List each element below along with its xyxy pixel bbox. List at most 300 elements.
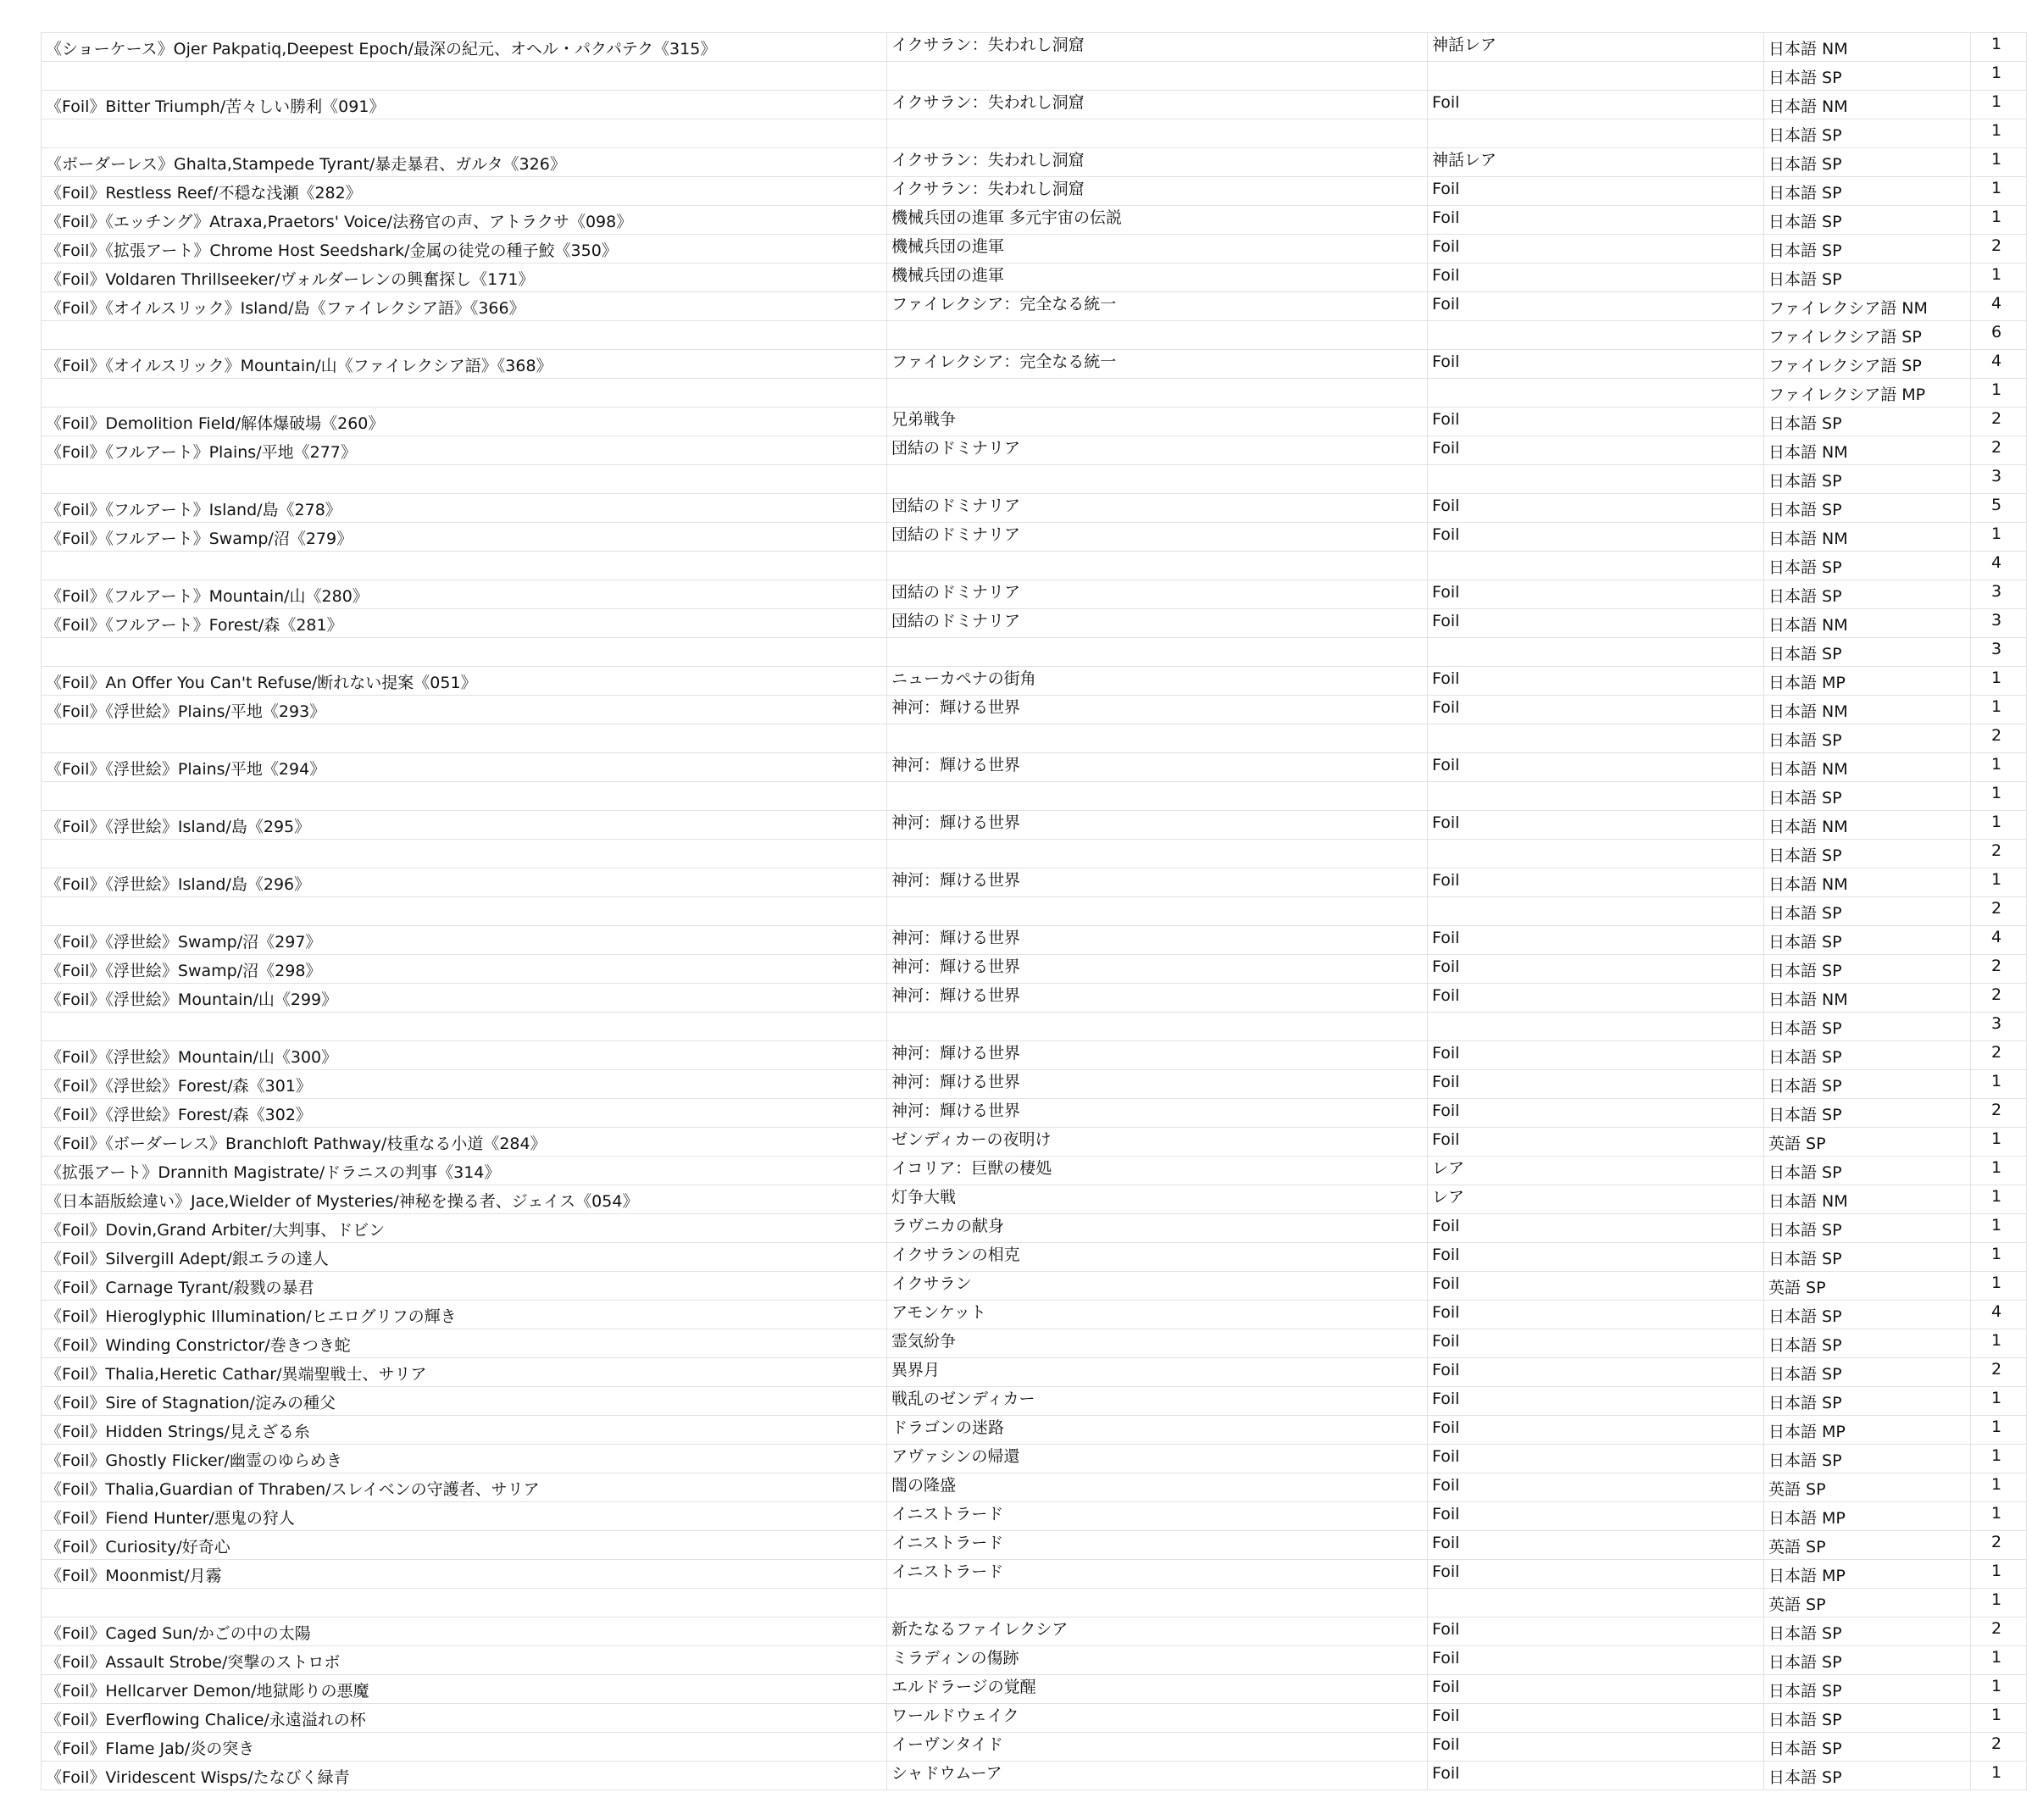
rarity-cell: Foil	[1428, 1560, 1764, 1589]
table-row	[42, 148, 2027, 177]
condition-cell: 英語 SP	[1764, 1531, 1971, 1560]
quantity-cell: 1	[1971, 1646, 2027, 1675]
set-name-cell: 神河：輝ける世界	[887, 926, 1428, 955]
set-name-cell	[887, 62, 1428, 91]
table-row	[42, 1128, 2027, 1157]
table-row	[42, 811, 2027, 840]
condition-cell: 日本語 SP	[1764, 1762, 1971, 1790]
condition-cell: 英語 SP	[1764, 1272, 1971, 1301]
rarity-cell: Foil	[1428, 955, 1764, 984]
condition-cell: 日本語 SP	[1764, 724, 1971, 753]
card-name-cell	[42, 782, 887, 811]
card-name-cell: 《Foil》《フルアート》Mountain/山《280》	[42, 580, 887, 609]
quantity-cell: 1	[1971, 264, 2027, 292]
condition-cell: ファイレクシア語 MP	[1764, 379, 1971, 408]
condition-cell: 日本語 SP	[1764, 897, 1971, 926]
card-name-cell: 《Foil》《フルアート》Swamp/沼《279》	[42, 523, 887, 552]
condition-cell: 日本語 NM	[1764, 1185, 1971, 1214]
quantity-cell: 1	[1971, 1416, 2027, 1445]
quantity-cell: 5	[1971, 494, 2027, 523]
condition-cell: 日本語 MP	[1764, 1416, 1971, 1445]
table-row	[42, 408, 2027, 436]
rarity-cell: Foil	[1428, 1531, 1764, 1560]
set-name-cell: 機械兵団の進軍	[887, 235, 1428, 264]
rarity-cell	[1428, 782, 1764, 811]
table-row	[42, 580, 2027, 609]
card-name-cell: 《Foil》Bitter Triumph/苦々しい勝利《091》	[42, 91, 887, 119]
card-name-cell	[42, 119, 887, 148]
condition-cell: 日本語 SP	[1764, 1243, 1971, 1272]
set-name-cell: 団結のドミナリア	[887, 609, 1428, 638]
card-name-cell	[42, 62, 887, 91]
rarity-cell: Foil	[1428, 1301, 1764, 1329]
set-name-cell: 兄弟戦争	[887, 408, 1428, 436]
set-name-cell	[887, 638, 1428, 667]
set-name-cell: 団結のドミナリア	[887, 436, 1428, 465]
rarity-cell: Foil	[1428, 1675, 1764, 1704]
set-name-cell	[887, 119, 1428, 148]
card-name-cell: 《Foil》Viridescent Wisps/たなびく緑青	[42, 1762, 887, 1790]
rarity-cell	[1428, 724, 1764, 753]
set-name-cell: イクサラン：失われし洞窟	[887, 177, 1428, 206]
quantity-cell: 1	[1971, 91, 2027, 119]
condition-cell: 日本語 SP	[1764, 782, 1971, 811]
condition-cell: 日本語 SP	[1764, 235, 1971, 264]
table-row	[42, 119, 2027, 148]
condition-cell: 日本語 SP	[1764, 408, 1971, 436]
set-name-cell: イーヴンタイド	[887, 1733, 1428, 1762]
quantity-cell: 1	[1971, 1070, 2027, 1099]
quantity-cell: 1	[1971, 753, 2027, 782]
table-row	[42, 955, 2027, 984]
table-row	[42, 235, 2027, 264]
quantity-cell: 1	[1971, 1329, 2027, 1358]
rarity-cell: Foil	[1428, 436, 1764, 465]
rarity-cell	[1428, 321, 1764, 350]
set-name-cell: シャドウムーア	[887, 1762, 1428, 1790]
quantity-cell: 2	[1971, 724, 2027, 753]
set-name-cell: ファイレクシア：完全なる統一	[887, 350, 1428, 379]
quantity-cell: 1	[1971, 1185, 2027, 1214]
quantity-cell: 3	[1971, 1013, 2027, 1041]
quantity-cell: 1	[1971, 1214, 2027, 1243]
condition-cell: 日本語 SP	[1764, 1733, 1971, 1762]
quantity-cell: 3	[1971, 609, 2027, 638]
set-name-cell	[887, 321, 1428, 350]
card-name-cell: 《Foil》Sire of Stagnation/淀みの種父	[42, 1387, 887, 1416]
set-name-cell	[887, 840, 1428, 868]
rarity-cell: Foil	[1428, 264, 1764, 292]
rarity-cell: Foil	[1428, 494, 1764, 523]
condition-cell: ファイレクシア語 SP	[1764, 350, 1971, 379]
condition-cell: 日本語 NM	[1764, 91, 1971, 119]
table-row	[42, 1329, 2027, 1358]
table-row	[42, 609, 2027, 638]
card-name-cell: 《Foil》《ボーダーレス》Branchloft Pathway/枝重なる小道《284》	[42, 1128, 887, 1157]
set-name-cell: 団結のドミナリア	[887, 523, 1428, 552]
table-row	[42, 638, 2027, 667]
card-name-cell: 《Foil》《拡張アート》Chrome Host Seedshark/金属の徒党の種子鮫《350》	[42, 235, 887, 264]
table-row	[42, 1301, 2027, 1329]
quantity-cell: 4	[1971, 350, 2027, 379]
rarity-cell: Foil	[1428, 580, 1764, 609]
condition-cell: 日本語 SP	[1764, 1099, 1971, 1128]
rarity-cell: Foil	[1428, 1445, 1764, 1473]
set-name-cell: 神河：輝ける世界	[887, 1041, 1428, 1070]
table-row	[42, 1704, 2027, 1733]
rarity-cell: Foil	[1428, 1070, 1764, 1099]
set-name-cell: 神河：輝ける世界	[887, 1070, 1428, 1099]
card-name-cell: 《Foil》Restless Reef/不穏な浅瀬《282》	[42, 177, 887, 206]
condition-cell: 日本語 SP	[1764, 552, 1971, 580]
table-row	[42, 1617, 2027, 1646]
rarity-cell	[1428, 840, 1764, 868]
quantity-cell: 1	[1971, 667, 2027, 696]
set-name-cell	[887, 1013, 1428, 1041]
condition-cell: 英語 SP	[1764, 1473, 1971, 1502]
quantity-cell: 6	[1971, 321, 2027, 350]
rarity-cell: Foil	[1428, 696, 1764, 724]
rarity-cell: Foil	[1428, 1646, 1764, 1675]
card-name-cell: 《Foil》《浮世絵》Swamp/沼《297》	[42, 926, 887, 955]
condition-cell: 日本語 SP	[1764, 580, 1971, 609]
quantity-cell: 2	[1971, 955, 2027, 984]
rarity-cell: Foil	[1428, 1473, 1764, 1502]
condition-cell: 日本語 SP	[1764, 1704, 1971, 1733]
card-name-cell: 《Foil》Dovin,Grand Arbiter/大判事、ドビン	[42, 1214, 887, 1243]
table-row	[42, 753, 2027, 782]
rarity-cell: 神話レア	[1428, 148, 1764, 177]
table-row	[42, 494, 2027, 523]
table-row	[42, 1013, 2027, 1041]
quantity-cell: 1	[1971, 119, 2027, 148]
condition-cell: 日本語 SP	[1764, 1301, 1971, 1329]
rarity-cell: Foil	[1428, 868, 1764, 897]
quantity-cell: 2	[1971, 1531, 2027, 1560]
condition-cell: 日本語 SP	[1764, 1387, 1971, 1416]
quantity-cell: 1	[1971, 1157, 2027, 1185]
rarity-cell: Foil	[1428, 292, 1764, 321]
card-name-cell: 《Foil》《浮世絵》Plains/平地《293》	[42, 696, 887, 724]
condition-cell: 日本語 SP	[1764, 465, 1971, 494]
table-row	[42, 782, 2027, 811]
quantity-cell: 1	[1971, 177, 2027, 206]
quantity-cell: 1	[1971, 1473, 2027, 1502]
set-name-cell: 神河：輝ける世界	[887, 1099, 1428, 1128]
card-name-cell: 《Foil》《フルアート》Island/島《278》	[42, 494, 887, 523]
table-row	[42, 206, 2027, 235]
quantity-cell: 1	[1971, 33, 2027, 62]
rarity-cell: Foil	[1428, 984, 1764, 1013]
quantity-cell: 2	[1971, 1358, 2027, 1387]
set-name-cell: 団結のドミナリア	[887, 494, 1428, 523]
rarity-cell: Foil	[1428, 1502, 1764, 1531]
quantity-cell: 1	[1971, 1762, 2027, 1790]
card-name-cell: 《Foil》Carnage Tyrant/殺戮の暴君	[42, 1272, 887, 1301]
table-row	[42, 91, 2027, 119]
rarity-cell	[1428, 1013, 1764, 1041]
card-name-cell: 《Foil》Voldaren Thrillseeker/ヴォルダーレンの興奮探し《171》	[42, 264, 887, 292]
quantity-cell: 1	[1971, 1387, 2027, 1416]
condition-cell: 日本語 SP	[1764, 1214, 1971, 1243]
card-name-cell: 《Foil》An Offer You Can't Refuse/断れない提案《051》	[42, 667, 887, 696]
rarity-cell: Foil	[1428, 1762, 1764, 1790]
set-name-cell: イクサラン：失われし洞窟	[887, 91, 1428, 119]
condition-cell: 日本語 NM	[1764, 609, 1971, 638]
condition-cell: 日本語 NM	[1764, 753, 1971, 782]
condition-cell: 日本語 SP	[1764, 148, 1971, 177]
table-row	[42, 1387, 2027, 1416]
quantity-cell: 1	[1971, 1675, 2027, 1704]
set-name-cell: イクサラン	[887, 1272, 1428, 1301]
set-name-cell: イクサラン：失われし洞窟	[887, 148, 1428, 177]
card-name-cell: 《Foil》Flame Jab/炎の突き	[42, 1733, 887, 1762]
table-row	[42, 1099, 2027, 1128]
table-row	[42, 1646, 2027, 1675]
rarity-cell: Foil	[1428, 1041, 1764, 1070]
set-name-cell	[887, 465, 1428, 494]
rarity-cell: Foil	[1428, 1617, 1764, 1646]
quantity-cell: 2	[1971, 1617, 2027, 1646]
condition-cell: 日本語 SP	[1764, 955, 1971, 984]
set-name-cell: ゼンディカーの夜明け	[887, 1128, 1428, 1157]
card-name-cell: 《Foil》《フルアート》Plains/平地《277》	[42, 436, 887, 465]
set-name-cell: イニストラード	[887, 1502, 1428, 1531]
condition-cell: 日本語 SP	[1764, 1675, 1971, 1704]
set-name-cell	[887, 897, 1428, 926]
card-name-cell: 《Foil》Demolition Field/解体爆破場《260》	[42, 408, 887, 436]
card-name-cell: 《Foil》《エッチング》Atraxa,Praetors' Voice/法務官の声、アトラクサ《098》	[42, 206, 887, 235]
condition-cell: 日本語 SP	[1764, 1157, 1971, 1185]
card-name-cell: 《Foil》Thalia,Guardian of Thraben/スレイベンの守護者、サリア	[42, 1473, 887, 1502]
condition-cell: 日本語 SP	[1764, 206, 1971, 235]
set-name-cell: 戦乱のゼンディカー	[887, 1387, 1428, 1416]
table-row	[42, 1589, 2027, 1617]
condition-cell: 日本語 MP	[1764, 1560, 1971, 1589]
rarity-cell: Foil	[1428, 1329, 1764, 1358]
quantity-cell: 4	[1971, 1301, 2027, 1329]
card-name-cell: 《Foil》Everflowing Chalice/永遠溢れの杯	[42, 1704, 887, 1733]
rarity-cell	[1428, 897, 1764, 926]
condition-cell: 日本語 NM	[1764, 868, 1971, 897]
condition-cell: 日本語 SP	[1764, 177, 1971, 206]
quantity-cell: 3	[1971, 580, 2027, 609]
quantity-cell: 1	[1971, 868, 2027, 897]
quantity-cell: 2	[1971, 1733, 2027, 1762]
rarity-cell: Foil	[1428, 609, 1764, 638]
condition-cell: 日本語 SP	[1764, 1329, 1971, 1358]
card-name-cell: 《Foil》Hieroglyphic Illumination/ヒエログリフの輝き	[42, 1301, 887, 1329]
table-row	[42, 62, 2027, 91]
quantity-cell: 4	[1971, 292, 2027, 321]
table-row	[42, 264, 2027, 292]
card-name-cell: 《Foil》Silvergill Adept/銀エラの達人	[42, 1243, 887, 1272]
set-name-cell: ミラディンの傷跡	[887, 1646, 1428, 1675]
card-name-cell	[42, 724, 887, 753]
card-name-cell	[42, 638, 887, 667]
quantity-cell: 2	[1971, 897, 2027, 926]
table-row	[42, 1185, 2027, 1214]
table-row	[42, 1473, 2027, 1502]
rarity-cell: Foil	[1428, 926, 1764, 955]
rarity-cell: Foil	[1428, 753, 1764, 782]
quantity-cell: 2	[1971, 1099, 2027, 1128]
rarity-cell: Foil	[1428, 1128, 1764, 1157]
set-name-cell: イクサランの相克	[887, 1243, 1428, 1272]
card-name-cell: 《拡張アート》Drannith Magistrate/ドラニスの判事《314》	[42, 1157, 887, 1185]
table-row	[42, 552, 2027, 580]
set-name-cell: 闇の隆盛	[887, 1473, 1428, 1502]
card-name-cell	[42, 1013, 887, 1041]
quantity-cell: 1	[1971, 1502, 2027, 1531]
card-name-cell: 《Foil》Fiend Hunter/悪鬼の狩人	[42, 1502, 887, 1531]
set-name-cell: ドラゴンの迷路	[887, 1416, 1428, 1445]
quantity-cell: 4	[1971, 552, 2027, 580]
condition-cell: ファイレクシア語 NM	[1764, 292, 1971, 321]
rarity-cell: Foil	[1428, 1214, 1764, 1243]
quantity-cell: 1	[1971, 62, 2027, 91]
condition-cell: 日本語 NM	[1764, 811, 1971, 840]
set-name-cell: 神河：輝ける世界	[887, 696, 1428, 724]
rarity-cell: Foil	[1428, 1243, 1764, 1272]
quantity-cell: 1	[1971, 1445, 2027, 1473]
condition-cell: 日本語 SP	[1764, 119, 1971, 148]
card-name-cell: 《Foil》Hellcarver Demon/地獄彫りの悪魔	[42, 1675, 887, 1704]
rarity-cell	[1428, 638, 1764, 667]
condition-cell: 日本語 SP	[1764, 1070, 1971, 1099]
set-name-cell: エルドラージの覚醒	[887, 1675, 1428, 1704]
quantity-cell: 1	[1971, 206, 2027, 235]
quantity-cell: 1	[1971, 811, 2027, 840]
rarity-cell: Foil	[1428, 177, 1764, 206]
card-name-cell	[42, 897, 887, 926]
quantity-cell: 2	[1971, 840, 2027, 868]
card-name-cell	[42, 321, 887, 350]
card-name-cell: 《Foil》Winding Constrictor/巻きつき蛇	[42, 1329, 887, 1358]
quantity-cell: 2	[1971, 235, 2027, 264]
condition-cell: 日本語 SP	[1764, 1617, 1971, 1646]
table-row	[42, 1041, 2027, 1070]
quantity-cell: 1	[1971, 1272, 2027, 1301]
set-name-cell	[887, 724, 1428, 753]
rarity-cell: Foil	[1428, 1358, 1764, 1387]
rarity-cell: Foil	[1428, 811, 1764, 840]
rarity-cell: Foil	[1428, 350, 1764, 379]
set-name-cell: 神河：輝ける世界	[887, 753, 1428, 782]
table-row	[42, 1358, 2027, 1387]
condition-cell: 日本語 SP	[1764, 264, 1971, 292]
table-row	[42, 1502, 2027, 1531]
set-name-cell: ワールドウェイク	[887, 1704, 1428, 1733]
card-name-cell: 《Foil》《オイルスリック》Island/島《ファイレクシア語》《366》	[42, 292, 887, 321]
card-name-cell: 《Foil》《オイルスリック》Mountain/山《ファイレクシア語》《368》	[42, 350, 887, 379]
set-name-cell: 機械兵団の進軍	[887, 264, 1428, 292]
card-name-cell: 《Foil》Moonmist/月霧	[42, 1560, 887, 1589]
set-name-cell: 神河：輝ける世界	[887, 955, 1428, 984]
table-row	[42, 868, 2027, 897]
condition-cell: 日本語 MP	[1764, 667, 1971, 696]
set-name-cell: イニストラード	[887, 1560, 1428, 1589]
card-name-cell: 《ボーダーレス》Ghalta,Stampede Tyrant/暴走暴君、ガルタ《326》	[42, 148, 887, 177]
quantity-cell: 1	[1971, 523, 2027, 552]
set-name-cell: アモンケット	[887, 1301, 1428, 1329]
set-name-cell: イコリア：巨獣の棲処	[887, 1157, 1428, 1185]
card-name-cell: 《Foil》《浮世絵》Island/島《296》	[42, 868, 887, 897]
rarity-cell: レア	[1428, 1157, 1764, 1185]
rarity-cell: Foil	[1428, 206, 1764, 235]
card-name-cell: 《Foil》《浮世絵》Forest/森《301》	[42, 1070, 887, 1099]
quantity-cell: 2	[1971, 408, 2027, 436]
card-name-cell: 《Foil》《浮世絵》Swamp/沼《298》	[42, 955, 887, 984]
card-name-cell: 《Foil》Thalia,Heretic Cathar/異端聖戦士、サリア	[42, 1358, 887, 1387]
rarity-cell: Foil	[1428, 1704, 1764, 1733]
table-row	[42, 292, 2027, 321]
table-row	[42, 667, 2027, 696]
table-row	[42, 523, 2027, 552]
condition-cell: 日本語 SP	[1764, 926, 1971, 955]
table-row	[42, 1531, 2027, 1560]
quantity-cell: 2	[1971, 1041, 2027, 1070]
table-row	[42, 1733, 2027, 1762]
table-row	[42, 984, 2027, 1013]
quantity-cell: 1	[1971, 782, 2027, 811]
table-row	[42, 321, 2027, 350]
rarity-cell: Foil	[1428, 235, 1764, 264]
condition-cell: 日本語 SP	[1764, 494, 1971, 523]
rarity-cell	[1428, 62, 1764, 91]
quantity-cell: 1	[1971, 1128, 2027, 1157]
quantity-cell: 3	[1971, 465, 2027, 494]
condition-cell: 日本語 NM	[1764, 696, 1971, 724]
table-row	[42, 465, 2027, 494]
condition-cell: 日本語 SP	[1764, 638, 1971, 667]
condition-cell: 日本語 NM	[1764, 523, 1971, 552]
rarity-cell: Foil	[1428, 1387, 1764, 1416]
card-name-cell: 《日本語版絵違い》Jace,Wielder of Mysteries/神秘を操る者、ジェイス《054》	[42, 1185, 887, 1214]
set-name-cell: 新たなるファイレクシア	[887, 1617, 1428, 1646]
quantity-cell: 1	[1971, 1589, 2027, 1617]
table-row	[42, 1416, 2027, 1445]
rarity-cell: Foil	[1428, 523, 1764, 552]
card-inventory-body	[42, 33, 2027, 1790]
set-name-cell: ラヴニカの献身	[887, 1214, 1428, 1243]
rarity-cell: Foil	[1428, 667, 1764, 696]
card-name-cell: 《Foil》《浮世絵》Mountain/山《300》	[42, 1041, 887, 1070]
table-row	[42, 1445, 2027, 1473]
set-name-cell: イクサラン：失われし洞窟	[887, 33, 1428, 62]
set-name-cell: 団結のドミナリア	[887, 580, 1428, 609]
card-name-cell: 《Foil》《浮世絵》Forest/森《302》	[42, 1099, 887, 1128]
card-name-cell: 《Foil》《フルアート》Forest/森《281》	[42, 609, 887, 638]
rarity-cell: Foil	[1428, 408, 1764, 436]
table-row	[42, 436, 2027, 465]
set-name-cell: アヴァシンの帰還	[887, 1445, 1428, 1473]
table-row	[42, 926, 2027, 955]
card-name-cell	[42, 1589, 887, 1617]
card-name-cell: 《Foil》Ghostly Flicker/幽霊のゆらめき	[42, 1445, 887, 1473]
quantity-cell: 1	[1971, 1560, 2027, 1589]
condition-cell: 日本語 SP	[1764, 1041, 1971, 1070]
rarity-cell	[1428, 379, 1764, 408]
table-row	[42, 724, 2027, 753]
set-name-cell: ファイレクシア：完全なる統一	[887, 292, 1428, 321]
table-row	[42, 897, 2027, 926]
table-row	[42, 379, 2027, 408]
rarity-cell: Foil	[1428, 1733, 1764, 1762]
condition-cell: 日本語 SP	[1764, 62, 1971, 91]
condition-cell: 日本語 SP	[1764, 1013, 1971, 1041]
condition-cell: 英語 SP	[1764, 1589, 1971, 1617]
